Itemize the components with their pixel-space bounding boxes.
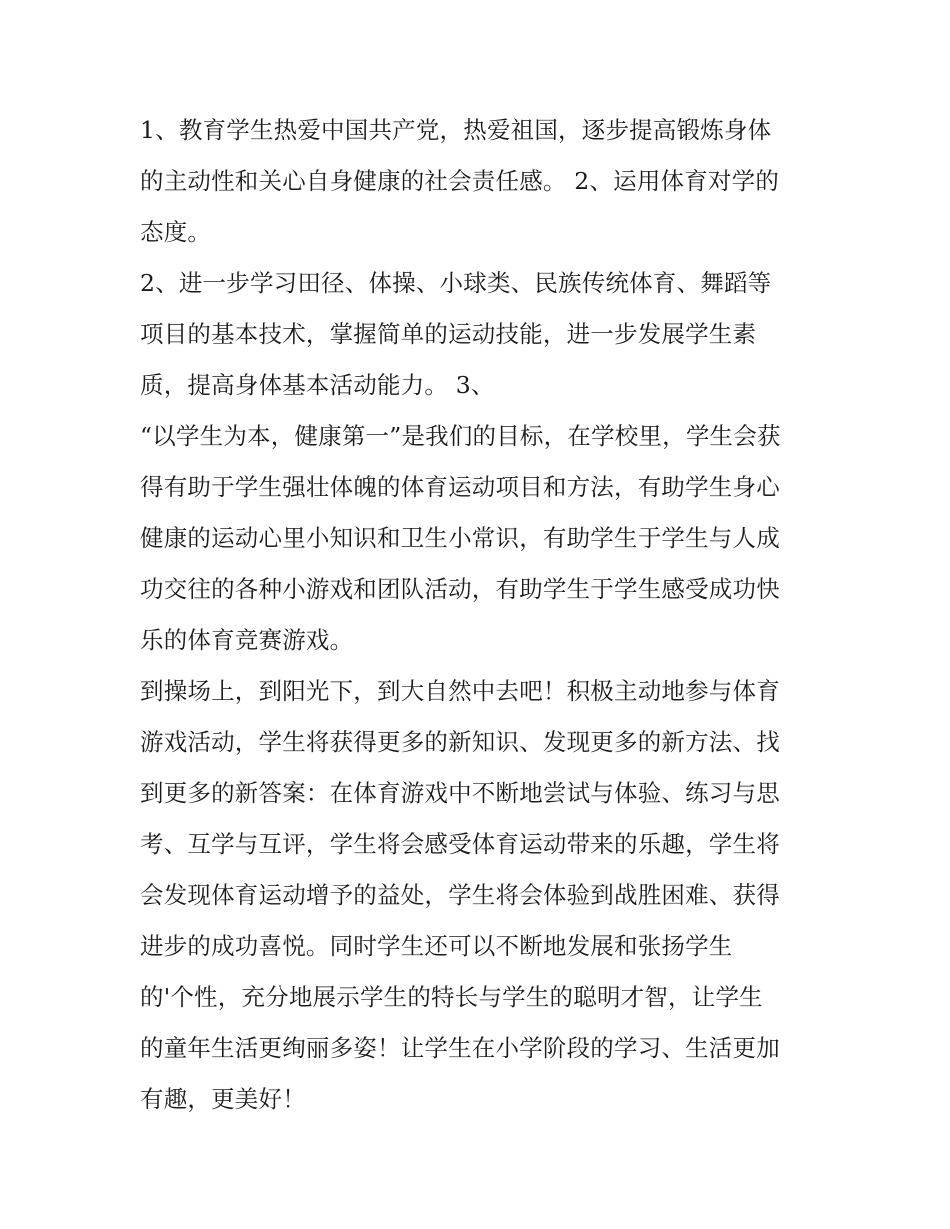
text-line: 健康的运动心里小知识和卫生小常识，有助学生于学生与人成 bbox=[140, 524, 780, 552]
text-line: 质，提高身体基本活动能力。 3、 bbox=[140, 371, 495, 399]
text-line: 进步的成功喜悦。同时学生还可以不断地发展和张扬学生 bbox=[140, 932, 733, 960]
text-line: 考、互学与互评，学生将会感受体育运动带来的乐趣，学生将 bbox=[140, 830, 780, 858]
text-line: 到更多的新答案：在体育游戏中不断地尝试与体验、练习与思 bbox=[140, 779, 780, 807]
text-line: 游戏活动，学生将获得更多的新知识、发现更多的新方法、找 bbox=[140, 728, 780, 756]
text-line: 态度。 bbox=[140, 218, 212, 246]
text-line: 有趣，更美好！ bbox=[140, 1085, 306, 1113]
text-line: 到操场上，到阳光下，到大自然中去吧！积极主动地参与体育 bbox=[140, 677, 780, 705]
text-line: 1、教育学生热爱中国共产党，热爱祖国，逐步提高锻炼身体 bbox=[140, 116, 772, 144]
text-line: 乐的体育竞赛游戏。 bbox=[140, 626, 354, 654]
text-line: 项目的基本技术，掌握简单的运动技能，进一步发展学生素 bbox=[140, 320, 757, 348]
text-line: 的童年生活更绚丽多姿！让学生在小学阶段的学习、生活更加 bbox=[140, 1034, 780, 1062]
text-line: 功交往的各种小游戏和团队活动，有助学生于学生感受成功快 bbox=[140, 575, 780, 603]
text-line: 会发现体育运动增予的益处，学生将会体验到战胜困难、获得 bbox=[140, 881, 780, 909]
text-line: 的'个性，充分地展示学生的特长与学生的聪明才智，让学生 bbox=[140, 983, 763, 1011]
text-line: 得有助于学生强壮体魄的体育运动项目和方法，有助学生身心 bbox=[140, 473, 780, 501]
text-line: 的主动性和关心自身健康的社会责任感。 2、运用体育对学的 bbox=[140, 167, 780, 195]
text-line: “以学生为本，健康第一”是我们的目标，在学校里，学生会获 bbox=[140, 422, 781, 450]
document-body bbox=[140, 110, 820, 1130]
text-line: 2、进一步学习田径、体操、小球类、民族传统体育、舞蹈等 bbox=[140, 269, 772, 297]
